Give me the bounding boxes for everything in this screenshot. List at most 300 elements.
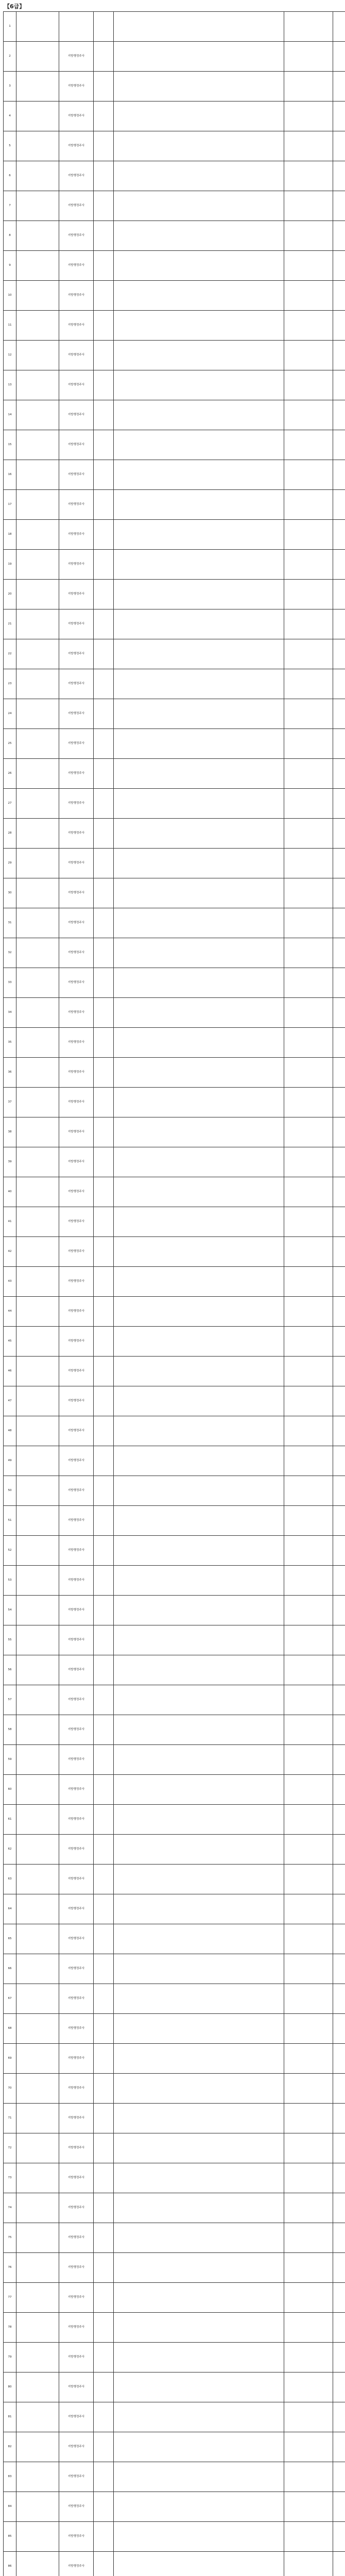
row-number: 56: [4, 1655, 16, 1685]
row-reason: [114, 2133, 284, 2163]
row-reason: [114, 2402, 284, 2432]
table-row: [4, 1267, 345, 1297]
row-name: [94, 1446, 114, 1476]
row-unit: [16, 1745, 59, 1775]
row-note: [284, 1566, 333, 1596]
row-unit: [16, 609, 59, 639]
row-unit: [16, 819, 59, 849]
row-blank: [333, 1088, 345, 1117]
table-row: [4, 1655, 345, 1685]
row-blank: [333, 2343, 345, 2372]
row-rank: [59, 12, 94, 42]
row-blank: [333, 430, 345, 460]
row-number: 74: [4, 2193, 16, 2223]
row-name: [94, 1625, 114, 1655]
row-reason: [114, 2343, 284, 2372]
row-reason: [114, 550, 284, 580]
row-blank: [333, 1865, 345, 1894]
row-rank: 지방행정주사: [59, 1536, 94, 1566]
row-reason: [114, 1924, 284, 1954]
row-reason: [114, 12, 284, 42]
row-unit: [16, 520, 59, 550]
row-blank: [333, 849, 345, 878]
row-rank: 지방행정주사: [59, 2283, 94, 2313]
table-row: [4, 1297, 345, 1327]
row-name: [94, 669, 114, 699]
row-rank: 지방행정주사: [59, 520, 94, 550]
row-blank: [333, 2014, 345, 2044]
table-row: [4, 1685, 345, 1715]
row-note: [284, 1386, 333, 1416]
row-unit: [16, 2432, 59, 2462]
row-name: [94, 2283, 114, 2313]
row-reason: [114, 1655, 284, 1685]
table-row: [4, 1566, 345, 1596]
row-rank: 지방행정주사: [59, 1058, 94, 1088]
row-name: [94, 311, 114, 341]
row-unit: [16, 191, 59, 221]
row-blank: [333, 221, 345, 251]
row-blank: [333, 2402, 345, 2432]
row-reason: [114, 998, 284, 1028]
row-reason: [114, 370, 284, 400]
row-number: 5: [4, 131, 16, 161]
row-rank: 지방행정주사: [59, 1357, 94, 1386]
row-unit: [16, 1566, 59, 1596]
table-row: [4, 1924, 345, 1954]
table-row: [4, 908, 345, 938]
row-unit: [16, 1237, 59, 1267]
row-number: 49: [4, 1446, 16, 1476]
row-name: [94, 1566, 114, 1596]
row-number: 17: [4, 490, 16, 520]
row-unit: [16, 669, 59, 699]
table-row: [4, 1028, 345, 1058]
row-rank: 지방행정주사: [59, 2133, 94, 2163]
row-reason: [114, 1446, 284, 1476]
row-blank: [333, 1536, 345, 1566]
row-number: 47: [4, 1386, 16, 1416]
row-rank: 지방행정주사: [59, 251, 94, 281]
row-rank: 지방행정주사: [59, 1924, 94, 1954]
row-name: [94, 72, 114, 101]
row-unit: [16, 1177, 59, 1207]
row-number: 40: [4, 1177, 16, 1207]
row-name: [94, 2343, 114, 2372]
row-unit: [16, 2522, 59, 2552]
row-rank: 지방행정주사: [59, 759, 94, 789]
row-name: [94, 998, 114, 1028]
row-note: [284, 2104, 333, 2133]
row-note: [284, 908, 333, 938]
table-row: [4, 699, 345, 729]
table-row: [4, 759, 345, 789]
row-blank: [333, 1446, 345, 1476]
row-rank: 지방행정주사: [59, 101, 94, 131]
row-unit: [16, 2492, 59, 2522]
row-name: [94, 2313, 114, 2343]
row-note: [284, 2552, 333, 2576]
row-unit: [16, 221, 59, 251]
row-note: [284, 1028, 333, 1058]
row-unit: [16, 1536, 59, 1566]
row-blank: [333, 1984, 345, 2014]
table-row: [4, 12, 345, 42]
row-reason: [114, 101, 284, 131]
row-note: [284, 1147, 333, 1177]
row-number: 30: [4, 878, 16, 908]
row-blank: [333, 2104, 345, 2133]
row-number: 28: [4, 819, 16, 849]
table-row: [4, 520, 345, 550]
row-blank: [333, 400, 345, 430]
row-blank: [333, 968, 345, 998]
row-number: 15: [4, 430, 16, 460]
row-reason: [114, 669, 284, 699]
row-reason: [114, 2432, 284, 2462]
table-row: [4, 1117, 345, 1147]
row-note: [284, 1775, 333, 1805]
row-number: 84: [4, 2492, 16, 2522]
row-rank: 지방행정주사: [59, 1625, 94, 1655]
row-unit: [16, 1984, 59, 2014]
table-row: [4, 2193, 345, 2223]
row-number: 61: [4, 1805, 16, 1835]
row-reason: [114, 2163, 284, 2193]
row-name: [94, 1924, 114, 1954]
row-name: [94, 520, 114, 550]
row-note: [284, 12, 333, 42]
row-reason: [114, 938, 284, 968]
row-blank: [333, 520, 345, 550]
row-name: [94, 2432, 114, 2462]
table-row: [4, 251, 345, 281]
row-reason: [114, 1207, 284, 1237]
row-blank: [333, 1028, 345, 1058]
row-rank: 지방행정주사: [59, 938, 94, 968]
row-name: [94, 370, 114, 400]
row-rank: 지방행정주사: [59, 1117, 94, 1147]
row-unit: [16, 550, 59, 580]
row-number: 69: [4, 2044, 16, 2074]
row-note: [284, 1625, 333, 1655]
row-number: 11: [4, 311, 16, 341]
row-note: [284, 1745, 333, 1775]
row-reason: [114, 1865, 284, 1894]
row-name: [94, 2492, 114, 2522]
row-blank: [333, 2044, 345, 2074]
row-unit: [16, 2014, 59, 2044]
row-number: 41: [4, 1207, 16, 1237]
row-number: 83: [4, 2462, 16, 2492]
row-number: 80: [4, 2372, 16, 2402]
table-row: [4, 1715, 345, 1745]
row-reason: [114, 580, 284, 609]
table-row: [4, 998, 345, 1028]
row-reason: [114, 789, 284, 819]
row-note: [284, 968, 333, 998]
row-note: [284, 2343, 333, 2372]
row-reason: [114, 520, 284, 550]
row-note: [284, 550, 333, 580]
row-number: 57: [4, 1685, 16, 1715]
row-rank: 지방행정주사: [59, 1237, 94, 1267]
row-rank: 지방행정주사: [59, 281, 94, 311]
row-number: 33: [4, 968, 16, 998]
table-row: [4, 1805, 345, 1835]
row-name: [94, 460, 114, 490]
row-blank: [333, 2283, 345, 2313]
row-note: [284, 2133, 333, 2163]
row-blank: [333, 789, 345, 819]
table-row: [4, 819, 345, 849]
row-blank: [333, 1357, 345, 1386]
row-reason: [114, 1954, 284, 1984]
row-reason: [114, 1805, 284, 1835]
table-row: [4, 1625, 345, 1655]
row-blank: [333, 1506, 345, 1536]
table-row: [4, 281, 345, 311]
row-rank: 지방행정주사: [59, 460, 94, 490]
row-reason: [114, 1625, 284, 1655]
table-row: [4, 1596, 345, 1625]
row-rank: 지방행정주사: [59, 729, 94, 759]
row-reason: [114, 1267, 284, 1297]
row-blank: [333, 669, 345, 699]
row-rank: 지방행정주사: [59, 1028, 94, 1058]
row-reason: [114, 2104, 284, 2133]
row-note: [284, 1416, 333, 1446]
row-name: [94, 1536, 114, 1566]
row-reason: [114, 639, 284, 669]
row-note: [284, 2014, 333, 2044]
row-reason: [114, 2462, 284, 2492]
row-rank: 지방행정주사: [59, 639, 94, 669]
row-reason: [114, 1028, 284, 1058]
row-note: [284, 490, 333, 520]
row-name: [94, 968, 114, 998]
row-reason: [114, 699, 284, 729]
row-reason: [114, 2313, 284, 2343]
table-row: [4, 42, 345, 72]
row-note: [284, 281, 333, 311]
row-unit: [16, 2044, 59, 2074]
row-number: 27: [4, 789, 16, 819]
row-note: [284, 759, 333, 789]
row-reason: [114, 1835, 284, 1865]
row-reason: [114, 2193, 284, 2223]
row-name: [94, 1506, 114, 1536]
table-row: [4, 2163, 345, 2193]
row-number: 42: [4, 1237, 16, 1267]
table-row: [4, 2343, 345, 2372]
row-name: [94, 2193, 114, 2223]
table-row: [4, 2133, 345, 2163]
table-row: [4, 639, 345, 669]
row-rank: 지방행정주사: [59, 1327, 94, 1357]
row-number: 82: [4, 2432, 16, 2462]
row-blank: [333, 1058, 345, 1088]
row-blank: [333, 2522, 345, 2552]
row-unit: [16, 1058, 59, 1088]
row-note: [284, 1715, 333, 1745]
row-number: 52: [4, 1536, 16, 1566]
row-number: 55: [4, 1625, 16, 1655]
row-name: [94, 1297, 114, 1327]
row-blank: [333, 1147, 345, 1177]
row-rank: 지방행정주사: [59, 1446, 94, 1476]
row-unit: [16, 101, 59, 131]
table-row: [4, 1207, 345, 1237]
row-reason: [114, 1596, 284, 1625]
row-number: 23: [4, 669, 16, 699]
row-number: 54: [4, 1596, 16, 1625]
row-blank: [333, 550, 345, 580]
row-blank: [333, 1566, 345, 1596]
row-reason: [114, 311, 284, 341]
row-blank: [333, 1386, 345, 1416]
row-rank: 지방행정주사: [59, 1745, 94, 1775]
table-row: [4, 1327, 345, 1357]
row-blank: [333, 2253, 345, 2283]
row-number: 72: [4, 2133, 16, 2163]
row-unit: [16, 2074, 59, 2104]
row-number: 18: [4, 520, 16, 550]
row-unit: [16, 789, 59, 819]
table-row: [4, 1058, 345, 1088]
row-rank: 지방행정주사: [59, 2372, 94, 2402]
row-rank: 지방행정주사: [59, 1177, 94, 1207]
row-blank: [333, 878, 345, 908]
row-reason: [114, 1117, 284, 1147]
row-reason: [114, 1357, 284, 1386]
row-reason: [114, 759, 284, 789]
row-reason: [114, 1894, 284, 1924]
row-blank: [333, 2552, 345, 2576]
row-blank: [333, 938, 345, 968]
row-unit: [16, 1954, 59, 1984]
table-row: [4, 1357, 345, 1386]
row-note: [284, 699, 333, 729]
table-row: [4, 849, 345, 878]
row-note: [284, 580, 333, 609]
row-number: 75: [4, 2223, 16, 2253]
row-number: 35: [4, 1028, 16, 1058]
row-blank: [333, 1655, 345, 1685]
row-unit: [16, 580, 59, 609]
row-reason: [114, 2283, 284, 2313]
row-blank: [333, 131, 345, 161]
row-rank: 지방행정주사: [59, 2223, 94, 2253]
row-note: [284, 341, 333, 370]
row-unit: [16, 1506, 59, 1536]
row-blank: [333, 1924, 345, 1954]
row-unit: [16, 430, 59, 460]
row-blank: [333, 1715, 345, 1745]
row-rank: 지방행정주사: [59, 2074, 94, 2104]
row-note: [284, 460, 333, 490]
row-blank: [333, 2462, 345, 2492]
table-row: [4, 2492, 345, 2522]
row-reason: [114, 1745, 284, 1775]
row-blank: [333, 729, 345, 759]
row-name: [94, 1327, 114, 1357]
row-note: [284, 2193, 333, 2223]
row-unit: [16, 251, 59, 281]
row-blank: [333, 580, 345, 609]
row-rank: 지방행정주사: [59, 1207, 94, 1237]
row-number: 50: [4, 1476, 16, 1506]
row-reason: [114, 2492, 284, 2522]
row-note: [284, 1117, 333, 1147]
row-number: 32: [4, 938, 16, 968]
row-rank: 지방행정주사: [59, 1297, 94, 1327]
table-row: [4, 311, 345, 341]
row-name: [94, 2104, 114, 2133]
row-rank: 지방행정주사: [59, 878, 94, 908]
row-rank: 지방행정주사: [59, 2402, 94, 2432]
row-reason: [114, 131, 284, 161]
table-row: [4, 161, 345, 191]
row-unit: [16, 12, 59, 42]
row-unit: [16, 400, 59, 430]
row-unit: [16, 131, 59, 161]
row-rank: 지방행정주사: [59, 2492, 94, 2522]
table-row: [4, 430, 345, 460]
row-name: [94, 281, 114, 311]
row-note: [284, 2432, 333, 2462]
row-number: 45: [4, 1327, 16, 1357]
row-name: [94, 2163, 114, 2193]
row-name: [94, 2522, 114, 2552]
row-rank: 지방행정주사: [59, 2522, 94, 2552]
row-blank: [333, 1775, 345, 1805]
row-name: [94, 341, 114, 370]
row-name: [94, 2372, 114, 2402]
row-rank: 지방행정주사: [59, 1835, 94, 1865]
row-rank: 지방행정주사: [59, 998, 94, 1028]
row-unit: [16, 1835, 59, 1865]
row-name: [94, 878, 114, 908]
row-blank: [333, 2492, 345, 2522]
row-reason: [114, 1237, 284, 1267]
row-number: 29: [4, 849, 16, 878]
row-name: [94, 2402, 114, 2432]
row-blank: [333, 609, 345, 639]
row-unit: [16, 1386, 59, 1416]
table-row: [4, 2223, 345, 2253]
table-row: [4, 729, 345, 759]
row-rank: 지방행정주사: [59, 789, 94, 819]
row-reason: [114, 161, 284, 191]
row-note: [284, 938, 333, 968]
row-note: [284, 1984, 333, 2014]
row-note: [284, 1476, 333, 1506]
row-note: [284, 2163, 333, 2193]
row-blank: [333, 2313, 345, 2343]
row-note: [284, 42, 333, 72]
row-blank: [333, 1685, 345, 1715]
row-name: [94, 1775, 114, 1805]
table-row: [4, 460, 345, 490]
row-note: [284, 1237, 333, 1267]
row-number: 37: [4, 1088, 16, 1117]
row-reason: [114, 1476, 284, 1506]
row-number: 3: [4, 72, 16, 101]
row-reason: [114, 460, 284, 490]
row-unit: [16, 998, 59, 1028]
row-blank: [333, 2372, 345, 2402]
